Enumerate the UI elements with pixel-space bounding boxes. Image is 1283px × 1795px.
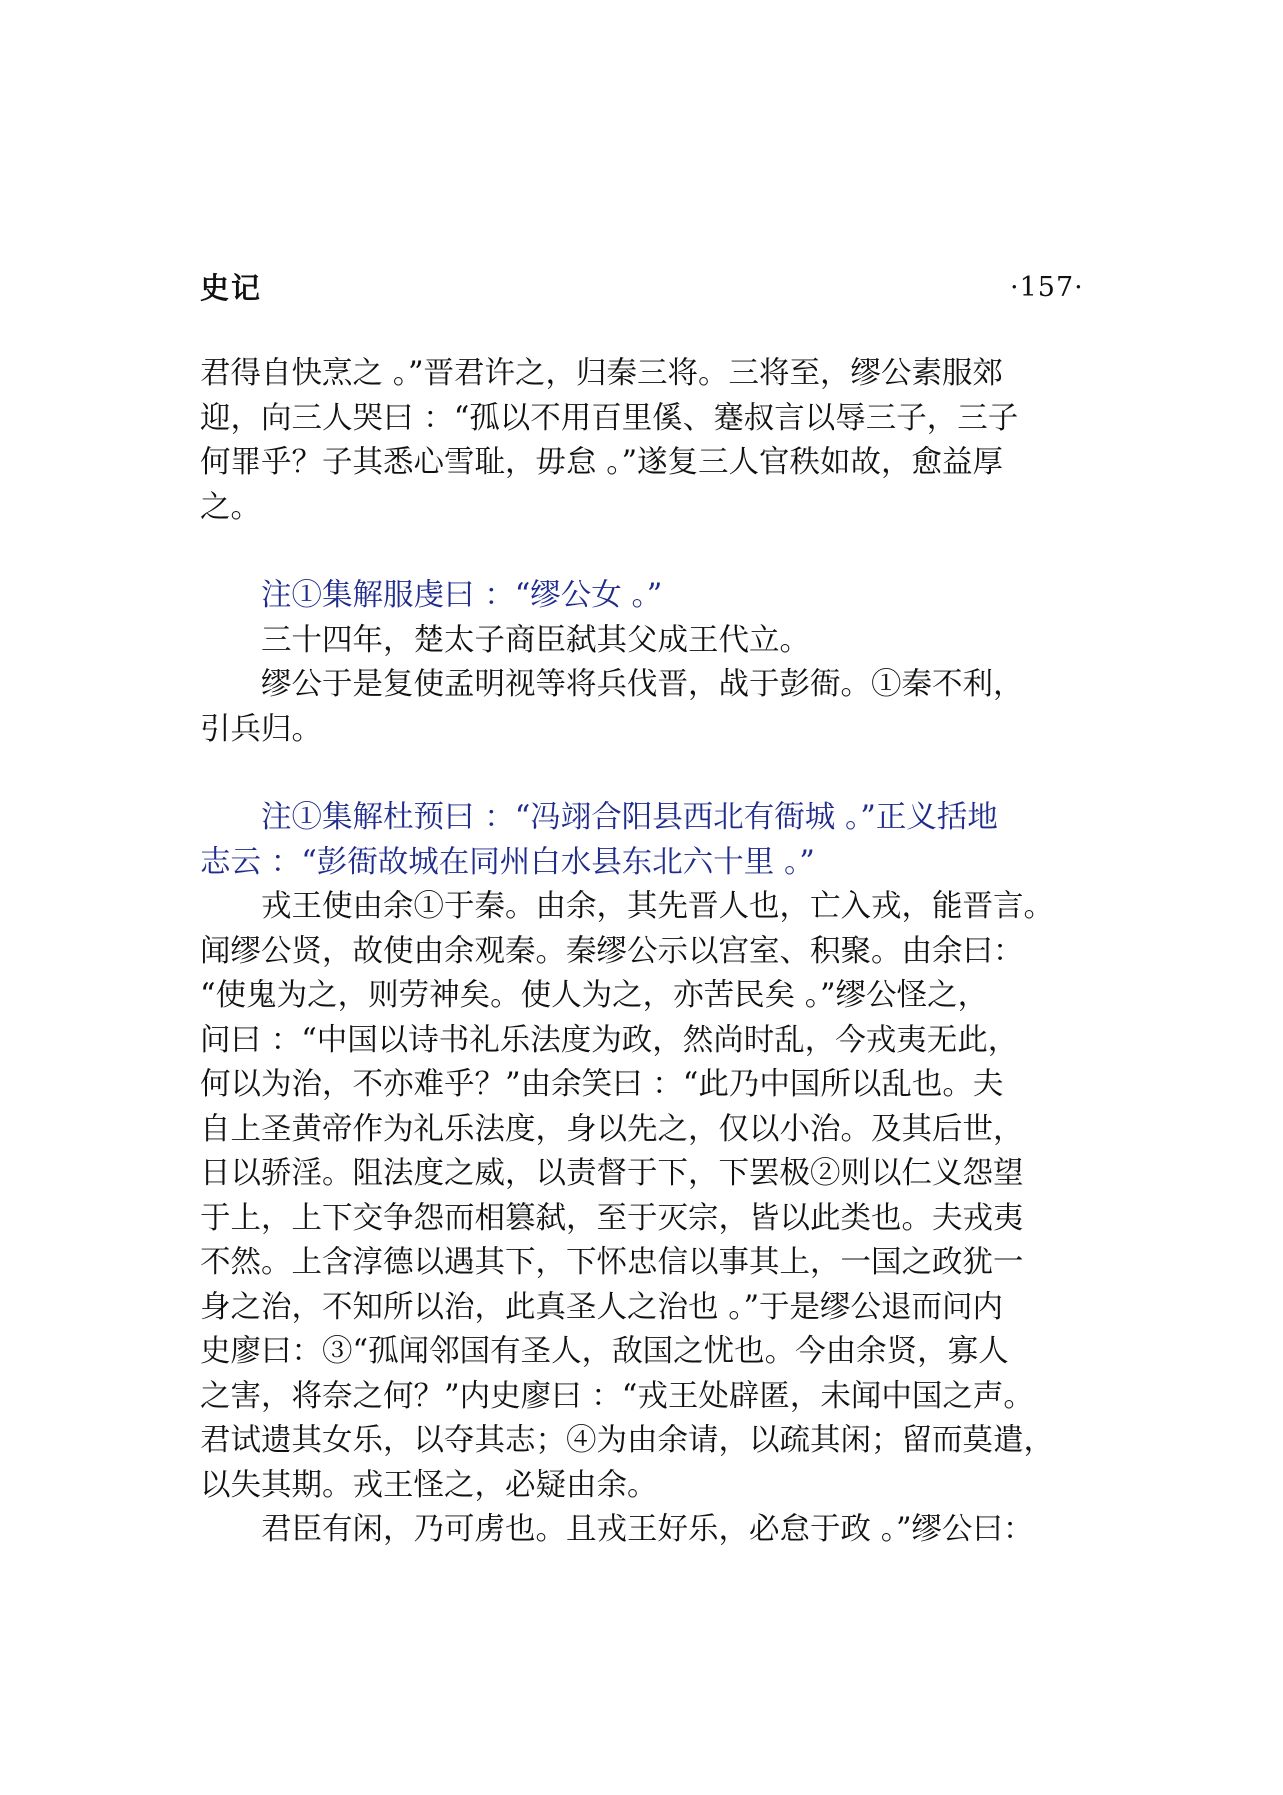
text-line: 于上，上下交争怨而相篡弑，至于灭宗，皆以此类也。夫戎夷 xyxy=(200,1200,1024,1236)
paragraph-5 xyxy=(200,885,1120,1508)
paragraph-gap xyxy=(200,530,1120,574)
paragraph-0 xyxy=(200,352,1120,530)
page-number: ·157· xyxy=(1010,272,1084,303)
annotation-note-1 xyxy=(200,574,1120,619)
note-line: 注①集解服虔曰 ：“缪公女 。” xyxy=(261,578,663,613)
text-line: 史廖曰：③“孤闻邻国有圣人，敌国之忧也。今由余贤，寡人 xyxy=(200,1334,1009,1369)
text-line: 引兵归。 xyxy=(200,711,322,747)
running-head-title: 史记 xyxy=(200,271,263,305)
text-line: 身之治，不知所以治，此真圣人之治也 。”于是缪公退而问内 xyxy=(200,1289,1004,1325)
text-line: 戎王使由余①于秦。由余，其先晋人也，亡入戎，能晋言。 xyxy=(261,889,1054,924)
note-line: 注①集解杜预曰 ：“冯翊合阳县西北有衙城 。”正义括地 xyxy=(261,800,998,835)
text-line: 之害，将奈之何？”内史廖曰 ：“戎王处辟匿，未闻中国之声。 xyxy=(200,1378,1034,1414)
paragraph-gap xyxy=(200,752,1120,796)
text-line: 问曰 ：“中国以诗书礼乐法度为政，然尚时乱，今戎夷无此， xyxy=(200,1022,1019,1058)
text-line: “使鬼为之，则劳神矣。使人为之，亦苦民矣 。”缪公怪之， xyxy=(200,978,989,1013)
text-line: 自上圣黄帝作为礼乐法度，身以先之，仅以小治。及其后世， xyxy=(200,1111,1024,1147)
annotation-note-2 xyxy=(200,796,1120,885)
note-line: 志云 ：“彭衙故城在同州白水县东北六十里 。” xyxy=(200,844,815,880)
paragraph-2 xyxy=(200,619,1120,664)
body-text xyxy=(200,352,1120,1553)
text-line: 以失其期。戎王怪之，必疑由余。 xyxy=(200,1467,658,1503)
text-line: 三十四年，楚太子商臣弑其父成王代立。 xyxy=(261,622,810,658)
text-line: 之。 xyxy=(200,489,261,525)
text-line: 闻缪公贤，故使由余观秦。秦缪公示以宫室、积聚。由余曰： xyxy=(200,933,1024,969)
text-line: 迎，向三人哭曰 ：“孤以不用百里傒、蹇叔言以辱三子，三子 xyxy=(200,400,1019,436)
text-line: 不然。上含淳德以遇其下，下怀忠信以事其上，一国之政犹一 xyxy=(200,1245,1024,1280)
text-line: 君臣有闲，乃可虏也。且戎王好乐，必怠于政 。”缪公曰： xyxy=(261,1512,1034,1547)
text-line: 何以为治，不亦难乎？”由余笑曰 ：“此乃中国所以乱也。夫 xyxy=(200,1067,1004,1102)
paragraph-6 xyxy=(200,1508,1120,1553)
paragraph-3 xyxy=(200,663,1120,752)
text-line: 何罪乎？子其悉心雪耻，毋怠 。”遂复三人官秩如故，愈益厚 xyxy=(200,445,1004,480)
text-line: 缪公于是复使孟明视等将兵伐晋，战于彭衙。①秦不利， xyxy=(261,667,1024,702)
text-line: 君试遗其女乐，以夺其志；④为由余请，以疏其闲；留而莫遣， xyxy=(200,1423,1054,1458)
text-line: 日以骄淫。阻法度之威，以责督于下，下罢极②则以仁义怨望 xyxy=(200,1156,1024,1191)
text-line: 君得自快烹之 。”晋君许之，归秦三将。三将至，缪公素服郊 xyxy=(200,356,1004,391)
